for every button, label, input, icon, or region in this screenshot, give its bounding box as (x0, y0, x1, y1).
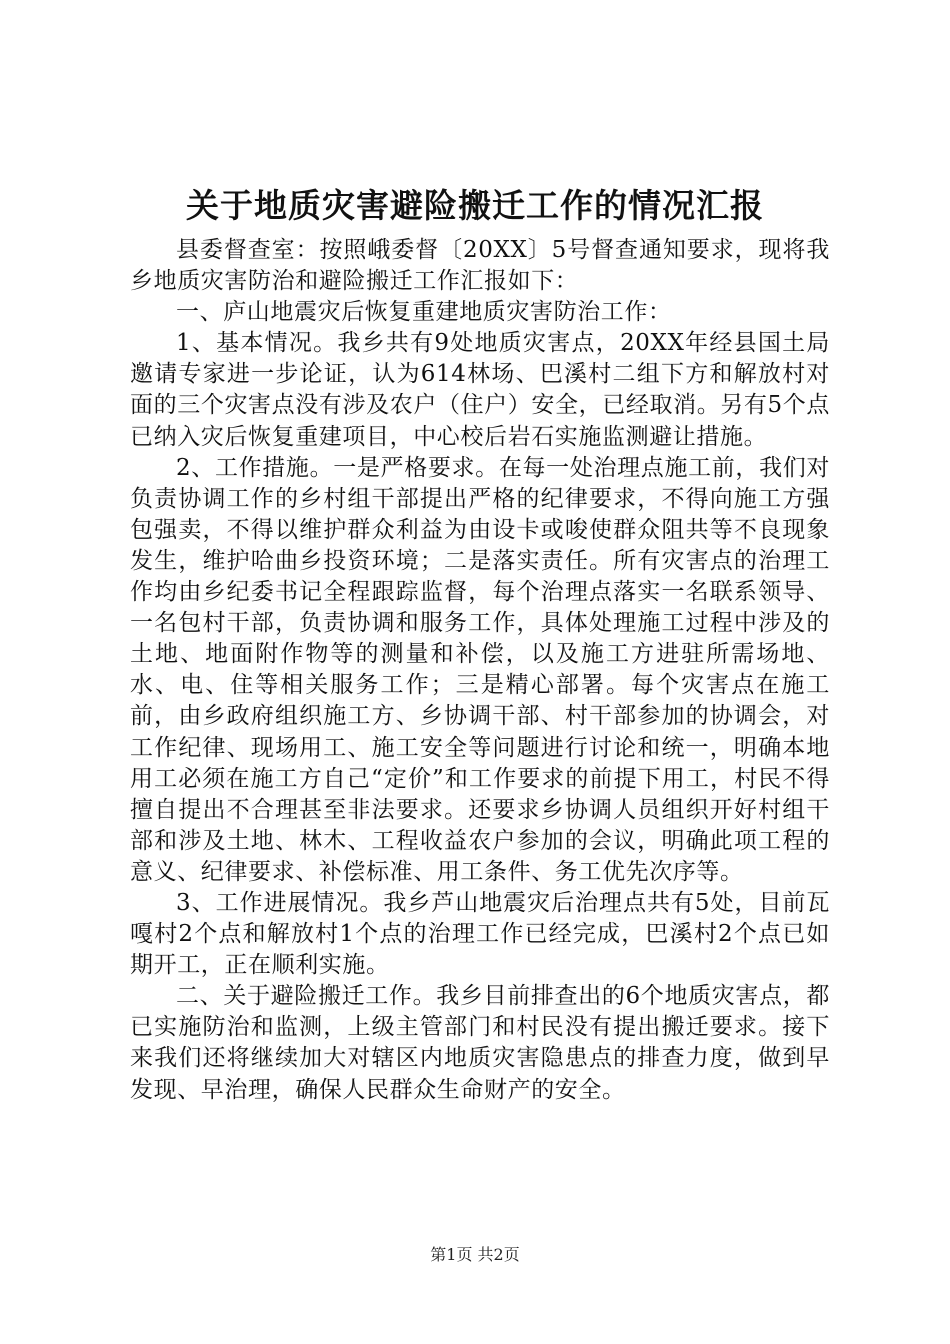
document-title: 关于地质灾害避险搬迁工作的情况汇报 (186, 186, 764, 225)
document-body (130, 235, 830, 1106)
paragraph-work-progress: 3、工作进展情况。我乡芦山地震灾后治理点共有5处，目前瓦嘎村2个点和解放村1个点的治理工作已经完成，巴溪村2个点已如期开工，正在顺利实施。 (130, 889, 830, 979)
page-number-footer: 第1页 共2页 (430, 1245, 520, 1264)
paragraph-basic-situation: 1、基本情况。我乡共有9处地质灾害点，20XX年经县国土局邀请专家进一步论证，认为614林场、巴溪村二组下方和解放村对面的三个灾害点没有涉及农户（住户）安全，已经取消。另有5个点已纳入灾后恢复重建项目，中心校后岩石实施监测避让措施。 (130, 330, 830, 450)
paragraph-work-measures: 2、工作措施。一是严格要求。在每一处治理点施工前，我们对负责协调工作的乡村组干部提出严格的纪律要求，不得向施工方强包强卖，不得以维护群众利益为由设卡或唆使群众阻共等不良现象发生，维护哈曲乡投资环境；二是落实责任。所有灾害点的治理工作均由乡纪委书记全程跟踪监督，每个治理点落实一名联系领导、一名包村干部，负责协调和服务工作，具体处理施工过程中涉及的土地、地面附作物等的测量和补偿，以及施工方进驻所需场地、水、电、住等相关服务工作；三是精心部署。每个灾害点在施工前，由乡政府组织施工方、乡协调干部、村干部参加的协调会，对工作纪律、现场用工、施工安全等问题进行讨论和统一，明确本地用工必须在施工方自己“定价”和工作要求的前提下用工，村民不得擅自提出不合理甚至非法要求。还要求乡协调人员组织开好村组干部和涉及土地、林木、工程收益农户参加的会议，明确此项工程的意义、纪律要求、补偿标准、用工条件、务工优先次序等。 (130, 454, 830, 885)
paragraph-section-1-heading: 一、庐山地震灾后恢复重建地质灾害防治工作： (176, 299, 672, 326)
paragraph-intro: 县委督查室：按照峨委督〔20XX〕5号督查通知要求，现将我乡地质灾害防治和避险搬迁工作汇报如下： (130, 237, 830, 295)
paragraph-relocation: 二、关于避险搬迁工作。我乡目前排查出的6个地质灾害点，都已实施防治和监测，上级主管部门和村民没有提出搬迁要求。接下来我们还将继续加大对辖区内地质灾害隐患点的排查力度，做到早发现、早治理，确保人民群众生命财产的安全。 (130, 983, 830, 1103)
